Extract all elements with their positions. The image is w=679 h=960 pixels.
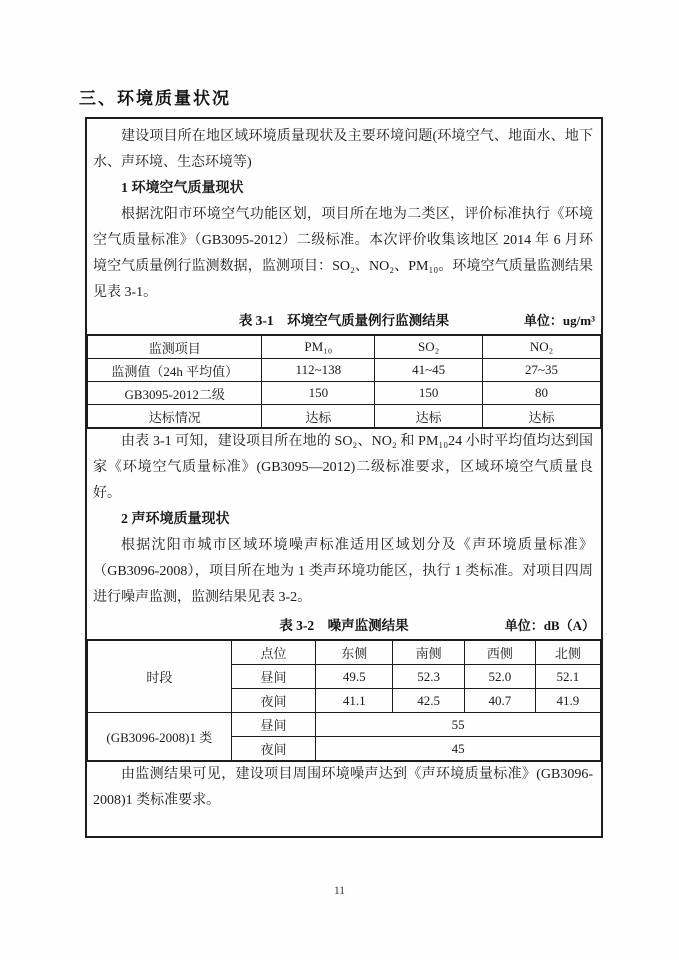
table-cell: 42.5: [393, 689, 465, 713]
table-cell: 150: [375, 382, 483, 405]
air-table-row-compliance: [88, 405, 601, 429]
noise-quality-heading: 2 声环境质量现状: [121, 512, 230, 527]
table-cell: 49.5: [316, 665, 393, 689]
table-cell: 112~138: [262, 359, 375, 382]
air-table-caption-row: [87, 308, 601, 333]
table-cell: 达标: [482, 405, 600, 429]
table-cell: 昼间: [231, 713, 316, 737]
air-table-row-standard: [88, 382, 601, 405]
noise-quality-paragraph-1: 根据沈阳市城市区域环境噪声标准适用区域划分及《声环境质量标准》（GB3096-2008），项目所在地为 1 类声环境功能区，执行 1 类标准。对项目四周进行噪声监测，监测结果见表 3-2。: [93, 538, 593, 605]
table-header-cell: 监测项目: [88, 335, 262, 359]
noise-table-unit: 单位：dB（A）: [504, 618, 595, 633]
table-cell: 52.1: [535, 665, 600, 689]
table-cell: 52.0: [465, 665, 536, 689]
table-cell: 监测值（24h 平均值）: [88, 359, 262, 382]
air-quality-paragraph-2: 由表 3-1 可知，建设项目所在地的 SO₂、NO₂ 和 PM₁₀24 小时平均值均达到国家《环境空气质量标准》(GB3095—2012)二级标准要求，区域环境空气质量良好。: [93, 434, 593, 501]
table-header-cell: PM₁₀: [262, 335, 375, 359]
page-number: 11: [333, 885, 346, 897]
air-table-caption: 表 3-1 环境空气质量例行监测结果: [238, 313, 450, 328]
table-cell: 夜间: [231, 737, 316, 762]
table-header-cell: NO₂: [482, 335, 600, 359]
noise-table-caption: 表 3-2 噪声监测结果: [279, 618, 409, 633]
section-title: 三、环境质量状况: [79, 89, 231, 108]
noise-monitoring-table: [87, 639, 601, 762]
air-table-row-monitored-values: [88, 359, 601, 382]
table-cell: 夜间: [231, 689, 316, 713]
table-cell-standard: (GB3096-2008)1 类: [88, 713, 232, 762]
table-header-cell: 南侧: [393, 640, 465, 665]
table-cell: 45: [316, 737, 601, 762]
air-monitoring-table: [87, 334, 601, 429]
table-header-cell: SO₂: [375, 335, 483, 359]
table-cell: 52.3: [393, 665, 465, 689]
intro-paragraph: 建设项目所在地区域环境质量现状及主要环境问题(环境空气、地面水、地下水、声环境、生态环境等): [93, 129, 593, 170]
table-cell: 55: [316, 713, 601, 737]
noise-standard-day-row: [88, 713, 601, 737]
table-cell: 41~45: [375, 359, 483, 382]
table-header-cell: 北侧: [535, 640, 600, 665]
air-quality-paragraph-1: 根据沈阳市环境空气功能区划，项目所在地为二类区，评价标准执行《环境空气质量标准》（GB3095-2012）二级标准。本次评价收集该地区 2014 年 6 月环境空气质量例行监测数据，监测项目：SO₂、NO₂、PM₁₀。环境空气质量监测结果见表 3-1。: [93, 207, 593, 300]
noise-quality-paragraph-2: 由监测结果可见，建设项目周围环境噪声达到《声环境质量标准》(GB3096-2008)1 类标准要求。: [93, 767, 593, 808]
table-cell: GB3095-2012二级: [88, 382, 262, 405]
table-cell: 40.7: [465, 689, 536, 713]
table-cell: 80: [482, 382, 600, 405]
table-cell: 达标情况: [88, 405, 262, 429]
noise-table-header-row: [88, 640, 601, 665]
table-cell: 昼间: [231, 665, 316, 689]
table-cell-period: 时段: [88, 640, 232, 713]
air-table-unit: 单位：ug/m³: [523, 313, 595, 328]
table-cell: 41.9: [535, 689, 600, 713]
table-header-cell: 西侧: [465, 640, 536, 665]
content-box: [85, 117, 603, 838]
table-header-cell: 点位: [231, 640, 316, 665]
air-table-header-row: [88, 335, 601, 359]
table-cell: 41.1: [316, 689, 393, 713]
air-quality-heading: 1 环境空气质量现状: [121, 181, 244, 196]
table-cell: 27~35: [482, 359, 600, 382]
table-cell: 150: [262, 382, 375, 405]
table-header-cell: 东侧: [316, 640, 393, 665]
table-cell: 达标: [375, 405, 483, 429]
noise-table-caption-row: [87, 613, 601, 638]
table-cell: 达标: [262, 405, 375, 429]
